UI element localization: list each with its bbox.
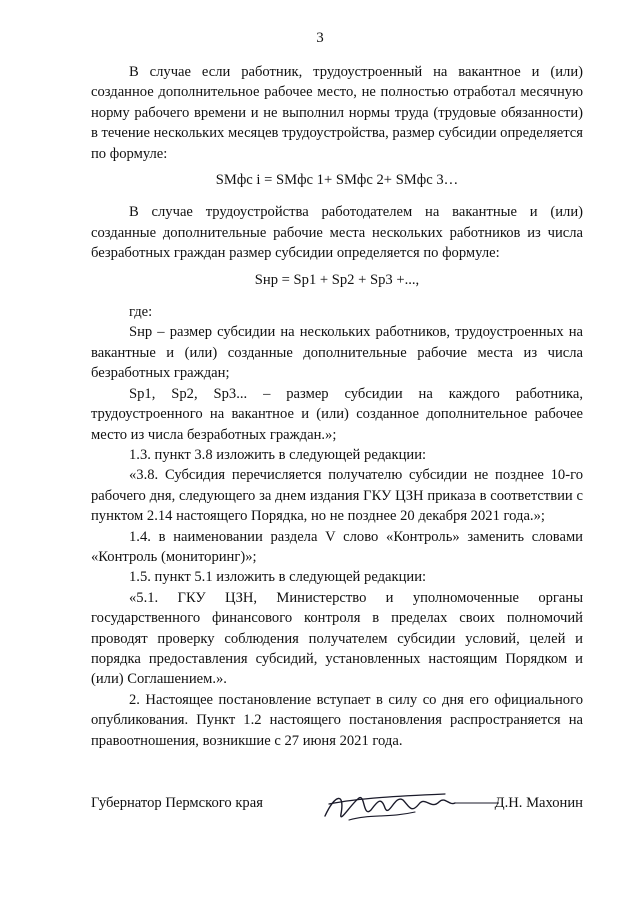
paragraph-item-1-5: 1.5. пункт 5.1 изложить в следующей редакции:	[129, 569, 427, 586]
paragraph-item-2: 2. Настоящее постановление вступает в силу со дня его официального опубликования. Пункт 1.2 настоящего постановления распространяется на правоотношения, возникшие с 27 июня 2021 года.	[91, 691, 583, 749]
signatory-title: Губернатор Пермского края	[91, 795, 263, 811]
page-number: 3	[316, 30, 324, 46]
paragraph-sp-definition: Sp1, Sp2, Sp3... – размер субсидии на каждого работника, трудоустроенного на вакантное и (или) созданное дополнительное рабочее место из числа безработных граждан.»;	[91, 385, 583, 443]
signature-block	[91, 792, 583, 832]
document-body	[91, 62, 583, 751]
paragraph-clause-5-1: «5.1. ГКУ ЦЗН, Министерство и уполномоченные органы государственного финансового контроля в пределах своих полномочий проводят проверку соблюдения получателем субсидии условий, целей и порядка предоставления субсидий, установленных настоящим Порядком и (или) Соглашением.».	[91, 589, 583, 688]
formula-snr: Sнр = Sp1 + Sp2 + Sp3 +...,	[254, 271, 420, 288]
paragraph-snr-definition: Sнр – размер субсидии на нескольких работников, трудоустроенных на вакантные и (или) созданные дополнительные рабочие места из числа безработных граждан;	[91, 324, 583, 382]
paragraph-item-1-4: 1.4. в наименовании раздела V слово «Контроль» заменить словами «Контроль (мониторинг)»;	[91, 528, 583, 565]
paragraph-where: где:	[129, 304, 153, 321]
signatory-name: Д.Н. Махонин	[494, 795, 583, 811]
handwritten-signature	[319, 784, 499, 828]
paragraph-multiple-workers: В случае трудоустройства работодателем на вакантные и (или) созданные дополнительные рабочие места нескольких работников из числа безработных граждан размер субсидии определяется по формуле:	[91, 204, 583, 262]
paragraph-item-1-3: 1.3. пункт 3.8 изложить в следующей редакции:	[129, 446, 427, 463]
paragraph-clause-3-8: «3.8. Субсидия перечисляется получателю субсидии не позднее 10-го рабочего дня, следующего за днем издания ГКУ ЦЗН приказа в соответствии с пунктом 2.14 настоящего Порядка, но не позднее 20 декабря 2021 года.»;	[91, 467, 583, 525]
formula-smfs: SMфс i = SMфс 1+ SMфс 2+ SMфс 3…	[215, 172, 459, 189]
paragraph-partial-month: В случае если работник, трудоустроенный на вакантное и (или) созданное дополнительное рабочее место, не полностью отработал месячную норму рабочего времени и не выполнил нормы труда (трудовые обязанности) в течение нескольких месяцев трудоустройства, размер субсидии определяется по формуле:	[91, 64, 583, 162]
